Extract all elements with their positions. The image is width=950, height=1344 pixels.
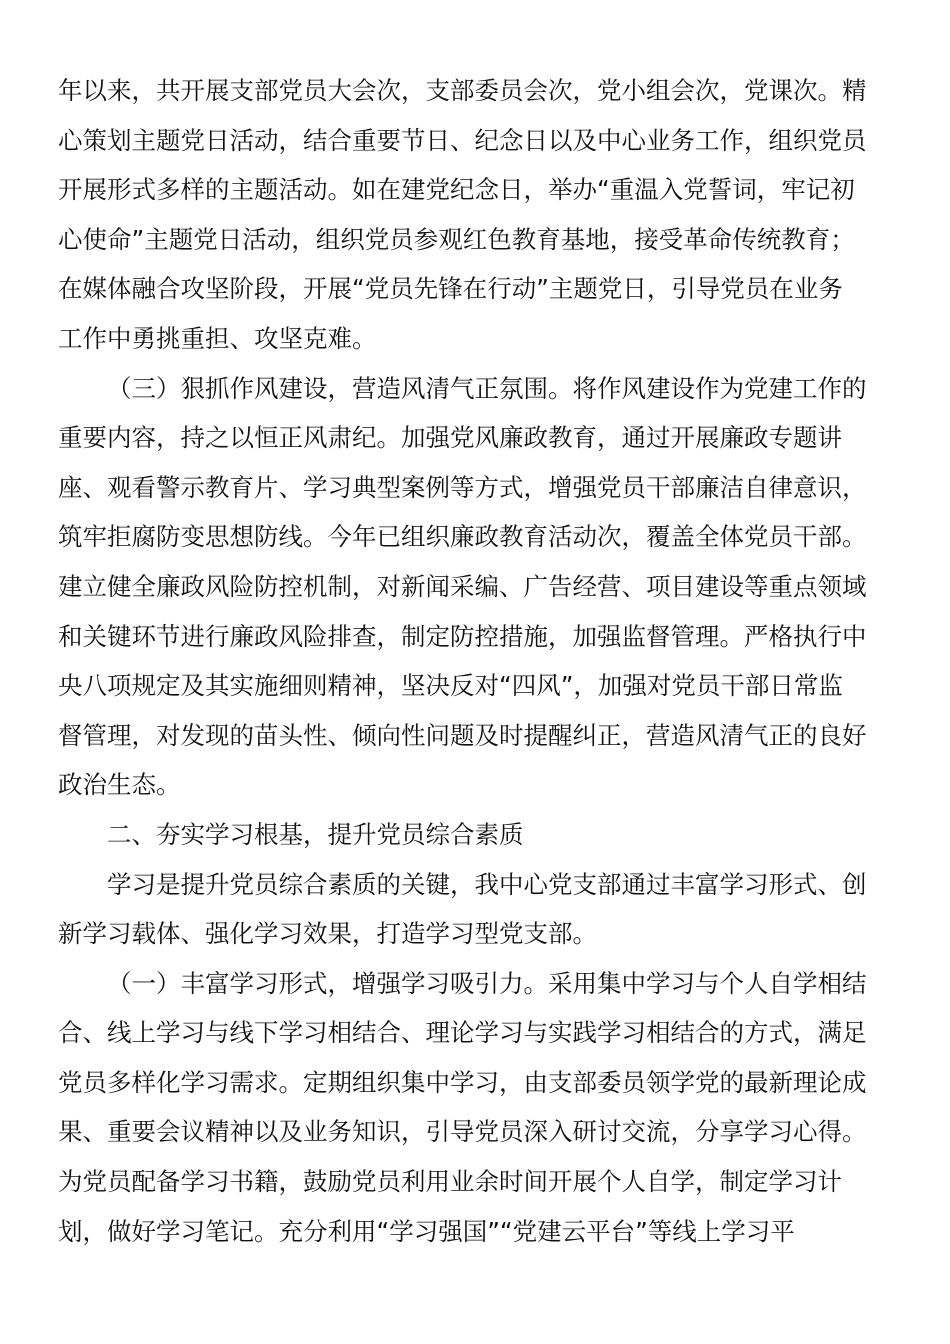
text-line: 央八项规定及其实施细则精神，坚决反对“四风”，加强对党员干部日常监 [58,671,843,701]
text-line: 工作中勇挑重担、攻坚克难。 [58,323,377,353]
text-line: 建立健全廉政风险防控机制，对新闻采编、广告经营、项目建设等重点领域 [58,571,867,601]
subsection-heading-line: （一）丰富学习形式，增强学习吸引力。采用集中学习与个人自学相结 [107,968,867,998]
document-body [58,66,888,1256]
text-line: 督管理，对发现的苗头性、倾向性问题及时提醒纠正，营造风清气正的良好 [58,720,867,750]
text-line: 心策划主题党日活动，结合重要节日、纪念日以及中心业务工作，组织党员 [58,125,867,155]
subsection-heading-line: （三）狠抓作风建设，营造风清气正氛围。将作风建设作为党建工作的 [107,373,867,403]
text-line: 年以来，共开展支部党员大会次，支部委员会次，党小组会次，党课次。精 [58,76,867,105]
text-line: 座、观看警示教育片、学习典型案例等方式，增强党员干部廉洁自律意识， [58,472,867,502]
text-line: 党员多样化学习需求。定期组织集中学习，由支部委员领学党的最新理论成 [58,1067,867,1097]
text-line: 学习是提升党员综合素质的关键，我中心党支部通过丰富学习形式、创 [107,869,867,899]
text-line: 政治生态。 [58,770,181,800]
text-line: 果、重要会议精神以及业务知识，引导党员深入研讨交流，分享学习心得。 [58,1117,867,1147]
text-line: 心使命”主题党日活动，组织党员参观红色教育基地，接受革命传统教育； [58,224,855,254]
section-heading: 二、夯实学习根基，提升党员综合素质 [107,819,524,849]
text-line: 合、线上学习与线下学习相结合、理论学习与实践学习相结合的方式，满足 [58,1018,867,1048]
text-line: 为党员配备学习书籍，鼓励党员利用业余时间开展个人自学，制定学习计 [58,1167,842,1197]
text-line: 新学习载体、强化学习效果，打造学习型党支部。 [58,919,597,949]
text-line: 重要内容，持之以恒正风肃纪。加强党风廉政教育，通过开展廉政专题讲 [58,423,842,453]
text-line: 和关键环节进行廉政风险排查，制定防控措施，加强监督管理。严格执行中 [58,621,867,651]
text-line: 筑牢拒腐防变思想防线。今年已组织廉政教育活动次，覆盖全体党员干部。 [58,522,867,552]
text-line: 在媒体融合攻坚阶段，开展“党员先锋在行动”主题党日，引导党员在业务 [58,274,843,304]
text-line: 划，做好学习笔记。充分利用“学习强国”“党建云平台”等线上学习平 [58,1216,795,1246]
text-line: 开展形式多样的主题活动。如在建党纪念日，举办“重温入党誓词，牢记初 [58,175,855,205]
